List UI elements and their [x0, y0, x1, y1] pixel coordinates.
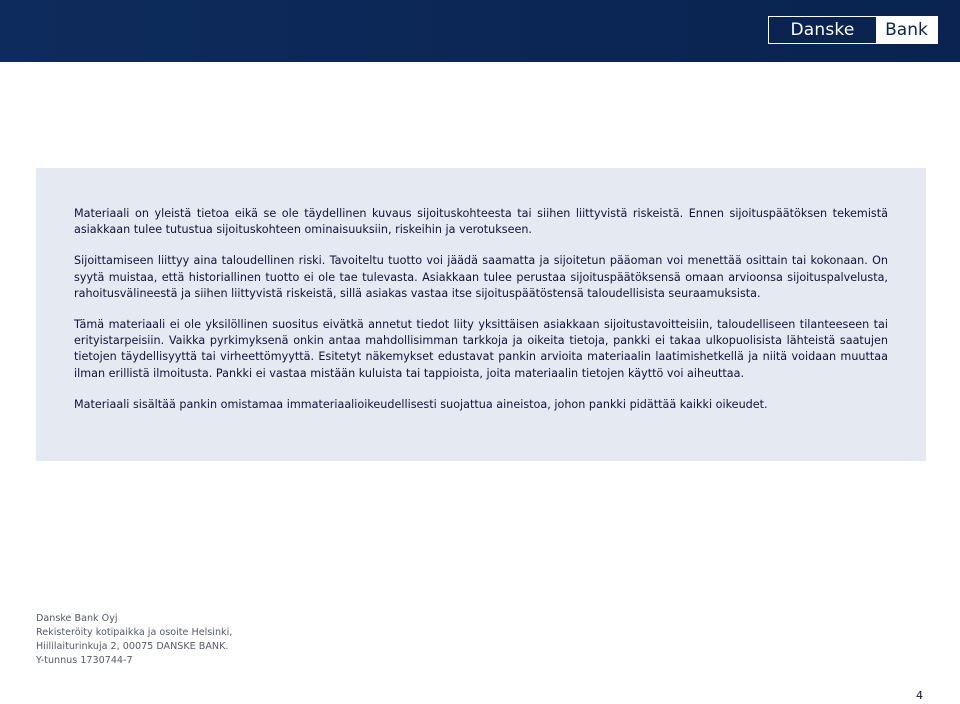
disclaimer-paragraph-not-advice: Tämä materiaali ei ole yksilöllinen suositus eivätkä annetut tiedot liity yksittäisen asiakkaan sijoitustavoitteisiin, taloudelliseen tilanteeseen tai erityistarpeisiin. Vaikka pyrkimyksenä onkin antaa mahdollisimman tarkkoja ja oikeita tietoja, pankki ei takaa ulkopuolisista lähteistä saatujen tietojen täydellisyyttä tai virheettömyyttä. Esitetyt näkemykset edustavat pankin arvioita materiaalin laatimishetkellä ja niitä voidaan muuttaa ilman erillistä ilmoitusta. Pankki ei vastaa mistään kuluista tai tappioista, joita materiaalin tietojen käyttö voi aiheuttaa.: [74, 318, 888, 380]
disclaimer-paragraph-general: Materiaali on yleistä tietoa eikä se ole täydellinen kuvaus sijoituskohteesta tai siihen liittyvistä riskeistä. Ennen sijoituspäätöksen tekemistä asiakkaan tulee tutustua sijoituskohteen ominaisuuksiin, riskeihin ja verotukseen.: [74, 207, 888, 237]
footer-address: [36, 612, 232, 668]
footer-street-address: Hiililaiturinkuja 2, 00075 DANSKE BANK.: [36, 641, 229, 652]
header-bar: [0, 0, 960, 62]
footer-company-name: Danske Bank Oyj: [36, 613, 118, 624]
disclaimer-box: [36, 168, 926, 461]
footer-business-id: Y-tunnus 1730744-7: [36, 655, 133, 666]
footer-registered-office: Rekisteröity kotipaikka ja osoite Helsinki,: [36, 627, 233, 638]
disclaimer-paragraph-ip-rights: Materiaali sisältää pankin omistamaa immateriaalioikeudellisesti suojattua aineistoa, johon pankki pidättää kaikki oikeudet.: [74, 397, 768, 411]
danske-bank-logo: [768, 16, 938, 44]
page-number: 4: [916, 689, 923, 702]
disclaimer-paragraph-risk: Sijoittamiseen liittyy aina taloudellinen riski. Tavoiteltu tuotto voi jäädä saamatta ja sijoitetun pääoman voi menettää osittain tai kokonaan. On syytä muistaa, että historiallinen tuotto ei ole tae tulevasta. Asiakkaan tulee perustaa sijoituspäätöksensä omaan arvioonsa sijoituspalvelusta, rahoitusvälineestä ja siihen liittyvistä riskeistä, sillä asiakas vastaa itse sijoituspäätöstensä taloudellisista seuraamuksista.: [74, 254, 888, 300]
logo-bank-text: Bank: [876, 17, 937, 43]
logo-danske-text: Danske: [769, 17, 876, 43]
